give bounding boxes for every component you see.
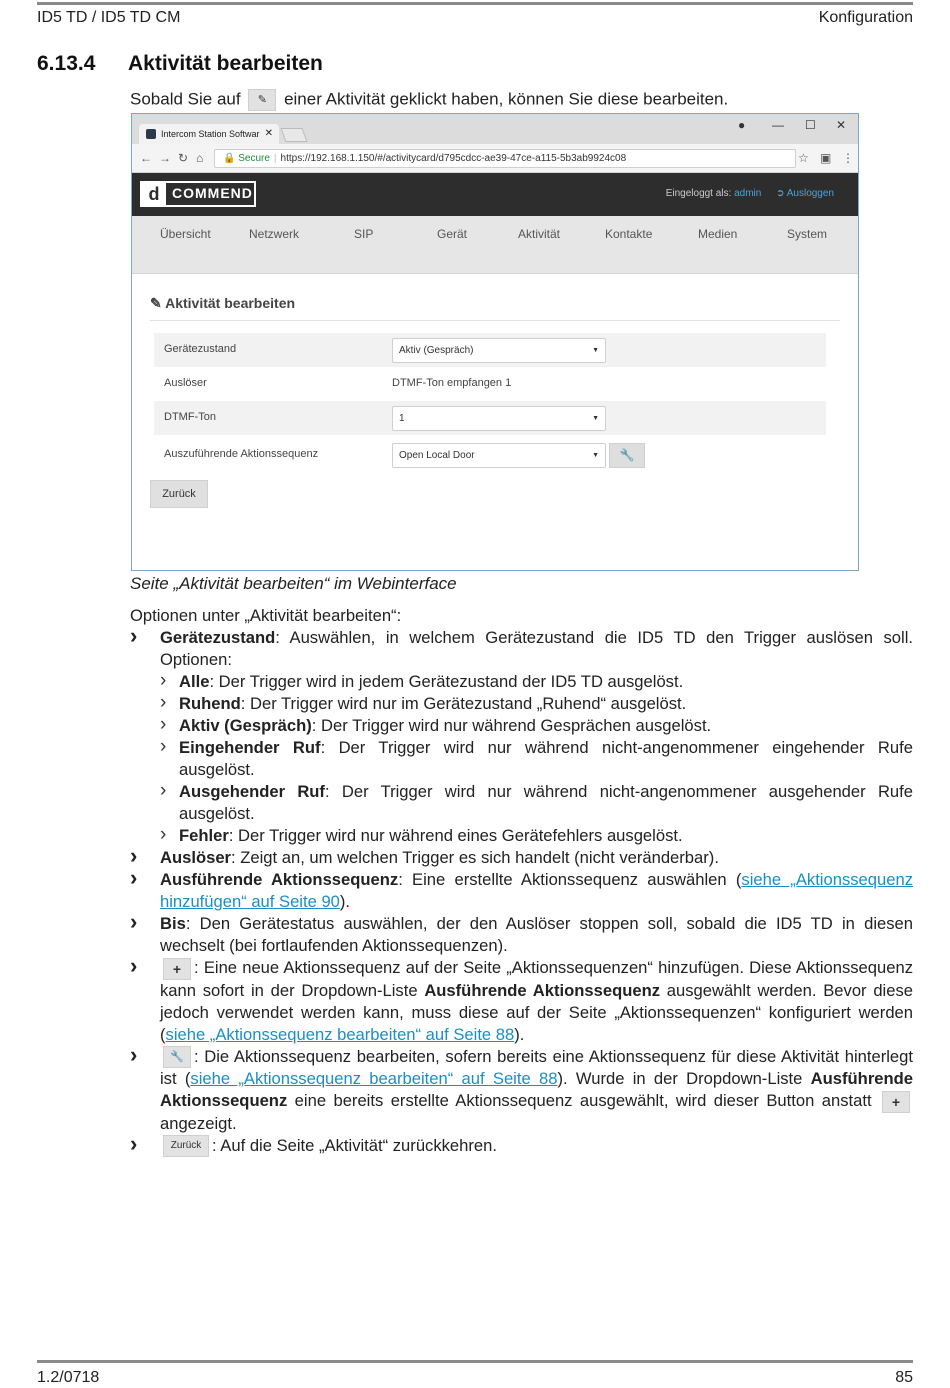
- desc-edit-4: angezeigt.: [160, 1113, 237, 1133]
- desc-trigger: : Zeigt an, um welchen Trigger es sich handelt (nicht veränderbar).: [231, 848, 719, 867]
- list-item: [130, 913, 913, 957]
- trigger-value: DTMF-Ton empfangen 1: [392, 377, 512, 389]
- lock-icon: 🔒: [223, 153, 236, 164]
- list-item: [160, 671, 913, 693]
- url-text: https://192.168.1.150/#/activitycard/d795cdcc-ae39-47ce-a115-5b3ab9924c08: [280, 153, 627, 164]
- url-field[interactable]: 🔒 Secure | https://192.168.1.150/#/activitycard/d795cdcc-ae39-47ce-a115-5b3ab9924c08: [214, 149, 796, 168]
- main-menu: [132, 216, 858, 274]
- pencil-icon: ✎: [248, 89, 276, 111]
- dtmf-label: DTMF-Ton: [164, 411, 216, 423]
- menu-item-network[interactable]: Netzwerk: [249, 227, 300, 241]
- options-list: [130, 627, 913, 1157]
- device-state-label: Gerätezustand: [164, 343, 237, 355]
- browser-tabbar: [132, 114, 858, 144]
- term-edit-sequence: Ausführende Aktionssequenz: [160, 1069, 914, 1111]
- list-item: [160, 737, 913, 781]
- menu-item-sip[interactable]: SIP: [354, 227, 374, 241]
- desc-plus-end: ).: [514, 1024, 525, 1044]
- logged-in-user: admin: [734, 188, 762, 199]
- desc-action-sequence: : Eine erstellte Aktionssequenz auswählen (: [398, 870, 742, 889]
- desc-error: : Der Trigger wird nur während eines Gerätefehlers ausgelöst.: [228, 826, 683, 845]
- options-intro: Optionen unter „Aktivität bearbeiten“:: [130, 606, 402, 625]
- close-window-icon[interactable]: ✕: [836, 118, 847, 132]
- footer-rule: [37, 1360, 913, 1363]
- list-item: [130, 1046, 913, 1135]
- app-header: [132, 173, 858, 216]
- list-item: [160, 715, 913, 737]
- desc-device-state: : Auswählen, in welchem Gerätezustand die ID5 TD den Trigger auslösen soll. Optionen:: [160, 628, 913, 669]
- menu-item-overview[interactable]: Übersicht: [160, 227, 211, 241]
- list-item: [160, 781, 913, 825]
- device-state-select[interactable]: [392, 338, 606, 363]
- desc-edit-3: eine bereits erstellte Aktionssequenz ausgewählt, wird dieser Button anstatt: [287, 1091, 872, 1111]
- section-number: 6.13.4: [37, 52, 96, 75]
- plus-icon: +: [882, 1091, 910, 1113]
- desc-until: : Den Gerätestatus auswählen, der den Auslöser stoppen soll, sobald die ID5 TD in diesen wechselt (bei fortlaufenden Aktionssequenzen).: [160, 914, 913, 955]
- plus-icon: +: [163, 958, 191, 980]
- menu-item-activity[interactable]: Aktivität: [518, 227, 561, 241]
- address-bar: [132, 144, 858, 173]
- term-idle: Ruhend: [179, 694, 241, 713]
- edit-activity-panel: [150, 295, 840, 500]
- list-item: [130, 847, 913, 869]
- link-add-sequence[interactable]: siehe „Aktionssequenz hinzufügen“ auf Seite 90: [160, 870, 913, 911]
- back-button[interactable]: Zurück: [150, 480, 208, 508]
- link-edit-sequence-2[interactable]: siehe „Aktionssequenz bearbeiten“ auf Seite 88: [190, 1069, 558, 1089]
- row-trigger: [154, 367, 826, 401]
- chevron-down-icon: ▼: [592, 347, 599, 354]
- footer-version: 1.2/0718: [37, 1369, 100, 1386]
- row-dtmf: [154, 401, 826, 435]
- intro-before: Sobald Sie auf: [130, 89, 241, 109]
- new-tab-button[interactable]: [280, 128, 307, 142]
- cast-icon[interactable]: ▣: [820, 151, 832, 165]
- section-title: [37, 52, 323, 76]
- header-product: ID5 TD / ID5 TD CM: [37, 9, 181, 26]
- trigger-label: Auslöser: [164, 377, 207, 389]
- desc-plus-1: : Eine neue Aktionssequenz auf der Seite „Aktionssequenzen“ hinzufügen. Diese Aktionssequenz kann sofort in der Dropdown-Liste: [160, 958, 913, 1000]
- favicon-icon: [146, 129, 156, 139]
- link-edit-sequence-1[interactable]: siehe „Aktionssequenz bearbeiten“ auf Seite 88: [165, 1024, 515, 1044]
- chevron-down-icon: ▼: [592, 415, 599, 422]
- action-sequence-label: Auszuführende Aktionssequenz: [164, 448, 319, 460]
- desc-plus-2: ausgewählt werden. Bevor diese jedoch verwendet werden kann, muss diese auf der Seite „Aktionssequenzen“ konfiguriert werden (: [160, 980, 913, 1044]
- minimize-icon[interactable]: —: [772, 118, 784, 132]
- intro-text: [130, 89, 728, 111]
- back-button-inline: Zurück: [163, 1135, 209, 1157]
- intro-after: einer Aktivität geklickt haben, können Sie diese bearbeiten.: [284, 89, 729, 109]
- list-item: [160, 825, 913, 847]
- wrench-icon: 🔧: [619, 448, 635, 462]
- action-sequence-select[interactable]: [392, 443, 606, 468]
- close-icon[interactable]: ✕: [264, 128, 273, 139]
- edit-sequence-button[interactable]: [609, 443, 645, 468]
- row-device-state: [154, 333, 826, 367]
- desc-all: : Der Trigger wird in jedem Gerätezustand der ID5 TD ausgelöst.: [209, 672, 684, 691]
- logout-link[interactable]: ➲ Ausloggen: [776, 188, 834, 199]
- list-item: [130, 1135, 913, 1158]
- menu-item-media[interactable]: Medien: [698, 227, 738, 241]
- section-heading: Aktivität bearbeiten: [128, 52, 323, 75]
- term-incoming: Eingehender Ruf: [179, 738, 321, 757]
- logout-label: Ausloggen: [786, 188, 834, 199]
- menu-item-contacts[interactable]: Kontakte: [605, 227, 653, 241]
- star-icon[interactable]: ☆: [798, 151, 809, 165]
- desc-action-sequence-end: ).: [339, 892, 351, 911]
- profile-icon[interactable]: ●: [738, 118, 746, 132]
- dtmf-select[interactable]: [392, 406, 606, 431]
- term-device-state: Gerätezustand: [160, 628, 276, 647]
- options-body: [130, 605, 913, 1157]
- logo-text: COMMEND: [172, 185, 253, 201]
- commend-logo: d COMMEND: [140, 181, 256, 207]
- home-icon[interactable]: ⌂: [196, 151, 204, 165]
- secure-label: Secure: [238, 153, 270, 164]
- list-item: [130, 869, 913, 913]
- desc-incoming: : Der Trigger wird nur während nicht-angenommener eingehender Rufe ausgelöst.: [179, 738, 913, 779]
- maximize-icon[interactable]: ☐: [805, 118, 816, 132]
- list-item: [130, 627, 913, 847]
- header-rule: [37, 2, 913, 5]
- term-plus-sequence: Ausführende Aktionssequenz: [424, 980, 661, 1000]
- tab-title: Intercom Station Softwar: [161, 129, 260, 139]
- desc-idle: : Der Trigger wird nur im Gerätezustand „Ruhend“ ausgelöst.: [240, 694, 687, 713]
- list-item: [160, 693, 913, 715]
- webinterface-screenshot: [131, 113, 859, 571]
- page-number: 85: [895, 1369, 913, 1386]
- term-error: Fehler: [179, 826, 229, 845]
- wrench-icon: 🔧: [163, 1046, 191, 1068]
- term-outgoing: Ausgehender Ruf: [179, 782, 325, 801]
- menu-item-device[interactable]: Gerät: [437, 227, 468, 241]
- more-icon[interactable]: ⋮: [842, 151, 854, 165]
- reload-icon[interactable]: ↻: [178, 151, 189, 165]
- dtmf-value: 1: [399, 413, 405, 424]
- row-action-sequence: [154, 438, 826, 472]
- header-chapter: Konfiguration: [818, 9, 913, 26]
- panel-title-text: Aktivität bearbeiten: [165, 295, 296, 311]
- browser-tab[interactable]: [139, 124, 279, 144]
- term-until: Bis: [160, 914, 186, 933]
- action-sequence-value: Open Local Door: [399, 450, 475, 461]
- desc-active: : Der Trigger wird nur während Gesprächen ausgelöst.: [311, 716, 712, 735]
- menu-item-system[interactable]: System: [787, 227, 828, 241]
- desc-edit-1: : Die Aktionssequenz bearbeiten, sofern bereits eine Aktionssequenz für diese Aktivität hinterlegt ist (: [160, 1046, 913, 1089]
- forward-arrow-icon[interactable]: →: [159, 151, 171, 165]
- logged-in-label: Eingeloggt als:: [665, 188, 732, 199]
- term-action-sequence: Ausführende Aktionssequenz: [160, 870, 399, 889]
- login-info: [666, 188, 834, 199]
- chevron-down-icon: ▼: [592, 452, 599, 459]
- panel-title: ✎ Aktivität bearbeiten: [150, 295, 840, 321]
- back-arrow-icon[interactable]: ←: [140, 151, 152, 165]
- term-trigger: Auslöser: [160, 848, 232, 867]
- device-state-value: Aktiv (Gespräch): [399, 345, 474, 356]
- figure-caption: Seite „Aktivität bearbeiten“ im Webinterface: [130, 574, 457, 593]
- desc-edit-2: ). Wurde in der Dropdown-Liste: [557, 1069, 811, 1089]
- state-options-list: [160, 671, 913, 847]
- desc-back: : Auf die Seite „Aktivität“ zurückkehren.: [212, 1135, 497, 1155]
- term-active: Aktiv (Gespräch): [179, 716, 312, 735]
- desc-outgoing: : Der Trigger wird nur während nicht-angenommener ausgehender Rufe ausgelöst.: [179, 782, 913, 823]
- term-all: Alle: [179, 672, 210, 691]
- list-item: [130, 957, 913, 1046]
